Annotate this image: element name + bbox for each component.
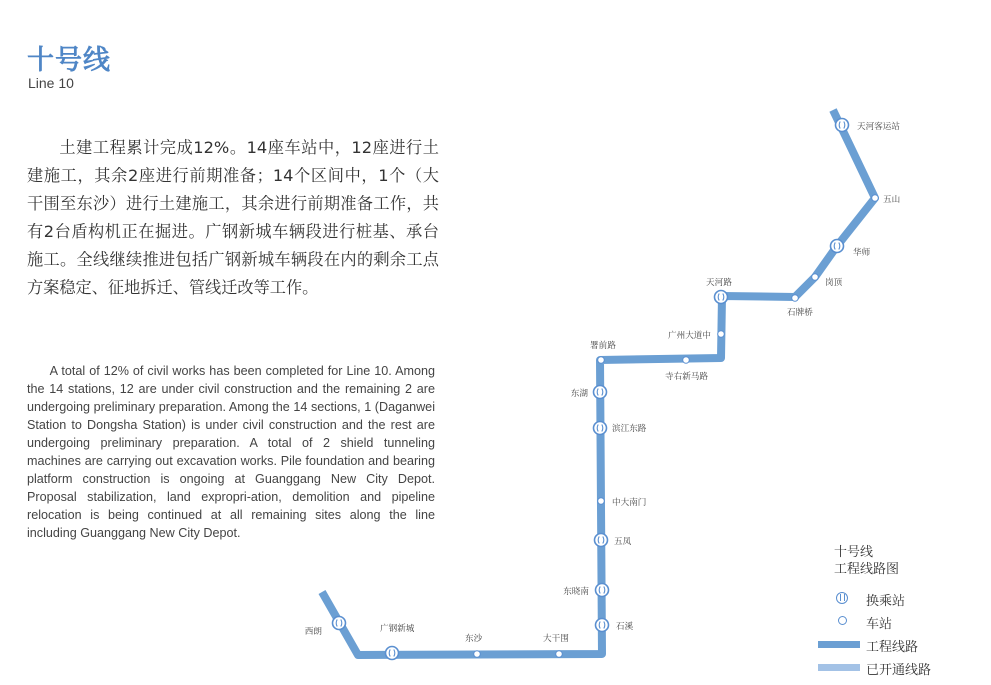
station-label: 东晓南 [563,587,589,597]
station-7 [668,329,724,341]
line-10-route [322,110,875,655]
station-label: 岗顶 [825,278,843,288]
station-icon [838,616,847,625]
station-icon [718,331,725,338]
interchange-station-icon [596,619,609,632]
interchange-station-icon [333,617,346,630]
station-3 [831,240,871,259]
legend-label: 已开通线路 [866,663,932,678]
station-icon [792,295,799,302]
station-label: 天河路 [706,278,732,288]
interchange-station-icon [386,647,399,660]
station-icon [683,357,690,364]
page-subtitle: Line 10 [28,75,74,91]
station-label: 中大南门 [612,498,647,508]
station-label: 石牌桥 [787,308,813,318]
interchange-station-icon [594,422,607,435]
station-label: 大干围 [543,634,569,644]
station-label: 华师 [853,248,871,258]
station-label: 天河客运站 [857,122,900,132]
map-legend [816,544,986,678]
legend-label: 换乘站 [866,594,906,609]
description-english: A total of 12% of civil works has been completed for Line 10. Among the 14 stations, 12 are under civil construction and the remaining 2 are undergoing preliminary preparation. Among the 14 sections, 1 (Daganwei Station to Dongsha Station) is under civil construction and the rest are undergoing preliminary preparation. A total of 2 shield tunneling machines are carrying out excavation works. Pile foundation and bearing platform construction is ongoing at Guanggang New City Depot. Proposal stabilization, land expropri-ation, demolition and pipeline relocation is being continued at all remaining sites along the line including Guanggang New City Depot. [27,364,435,540]
station-icon [812,274,819,281]
station-label: 五山 [883,195,901,205]
interchange-station-icon [595,534,608,547]
station-icon [598,498,605,505]
station-14 [563,584,608,598]
station-label: 滨江东路 [612,424,647,434]
station-icon [556,651,563,658]
open-line-swatch [818,664,860,671]
station-label: 署前路 [590,341,616,351]
interchange-station-icon [836,592,848,604]
station-10 [571,386,607,400]
station-15 [596,619,634,633]
station-19 [305,617,346,638]
interchange-station-icon [596,584,609,597]
legend-label: 工程线路 [866,640,919,655]
construction-line-swatch [818,641,860,648]
station-label: 广钢新城 [380,624,415,634]
station-label: 石溪 [616,622,634,632]
page-title: 十号线 [27,45,111,76]
interchange-station-icon [831,240,844,253]
station-icon [872,195,879,202]
station-11 [594,422,647,435]
station-label: 东沙 [465,634,483,644]
interchange-station-icon [715,291,728,304]
interchange-station-icon [836,119,849,132]
station-label: 五凤 [614,537,632,547]
station-label: 寺右新马路 [665,372,708,382]
station-12 [598,496,647,508]
station-1 [836,119,901,133]
legend-label: 车站 [866,617,893,632]
station-label: 东湖 [570,389,588,399]
station-icon [598,357,605,364]
station-icon [474,651,481,658]
legend-title: 十号线 工程线路图 [834,545,900,577]
station-label: 广州大道中 [668,331,711,341]
station-label: 西朗 [304,627,322,637]
interchange-station-icon [594,386,607,399]
description-chinese: 土建工程累计完成12%。14座车站中，12座进行土建施工，其余2座进行前期准备；14个区间中，1个（大干围至东沙）进行土建施工，其余进行前期准备工作，共有2台盾构机正在掘进。广钢新城车辆段进行桩基、承台施工。全线继续推进包括广钢新城车辆段在内的剩余工点方案稳定、征地拆迁、管线迁改等工作。 [27,138,439,297]
station-13 [595,534,632,548]
